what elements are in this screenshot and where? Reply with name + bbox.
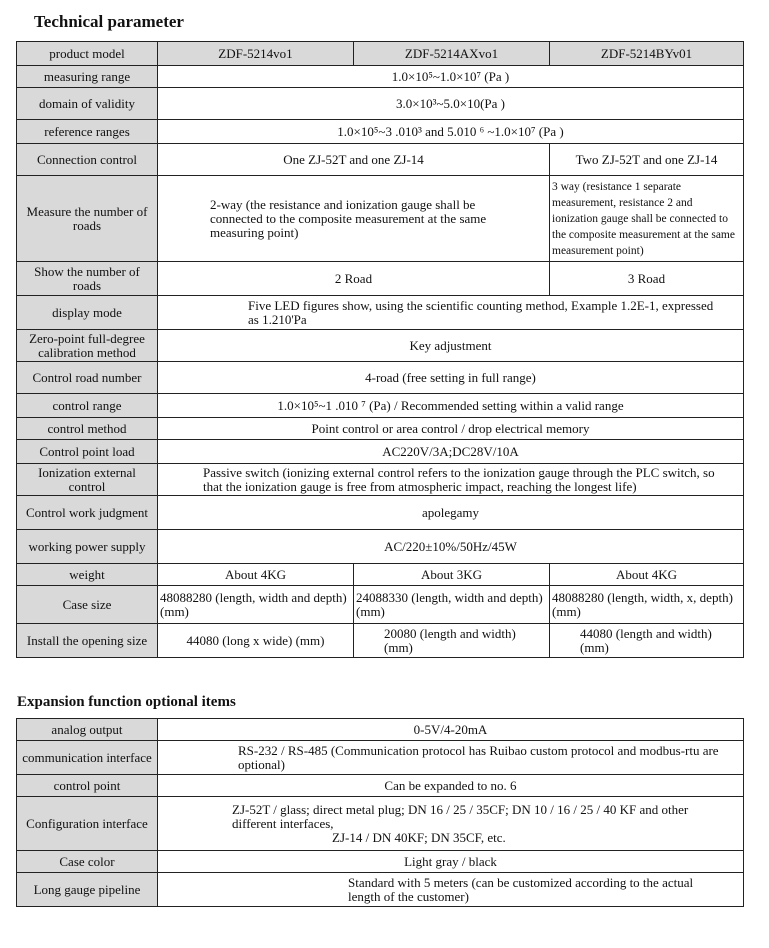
row-value: About 3KG [354,564,550,586]
table-row [17,176,744,262]
table-row [17,464,744,496]
table-row [17,330,744,362]
row-label: communication interface [17,741,158,775]
row-label: control range [17,394,158,418]
row-value: Key adjustment [158,330,744,362]
row-label: domain of validity [17,88,158,120]
row-label: Long gauge pipeline [17,873,158,907]
table-row [17,851,744,873]
row-value: 1.0×10⁵~1 .010 ⁷ (Pa) / Recommended setting within a valid range [158,394,744,418]
table-row [17,418,744,440]
row-value: Can be expanded to no. 6 [158,775,744,797]
table-row [17,296,744,330]
table-row [17,42,744,66]
table-row [17,719,744,741]
row-label: analog output [17,719,158,741]
row-value: 24088330 (length, width and depth) (mm) [354,586,550,624]
row-value: 3.0×10³~5.0×10(Pa ) [158,88,744,120]
row-value: 3 Road [550,262,744,296]
row-value: 44080 (long x wide) (mm) [158,624,354,658]
row-label: Control work judgment [17,496,158,530]
row-label: product model [17,42,158,66]
row-value: Five LED figures show, using the scientific counting method, Example 1.2E-1, expressed as 1.210'Pa [158,296,744,330]
row-value: Standard with 5 meters (can be customized according to the actual length of the customer) [158,873,744,907]
row-label: Show the number of roads [17,262,158,296]
row-label: Control point load [17,440,158,464]
row-label: control point [17,775,158,797]
row-value: 48088280 (length, width, x, depth) (mm) [550,586,744,624]
table-row [17,88,744,120]
technical-parameter-table [16,41,744,658]
table-row [17,564,744,586]
table-row [17,873,744,907]
row-label: working power supply [17,530,158,564]
row-value: About 4KG [550,564,744,586]
row-label: measuring range [17,66,158,88]
table-row [17,120,744,144]
row-label: Configuration interface [17,797,158,851]
row-value: About 4KG [158,564,354,586]
row-value: 2-way (the resistance and ionization gauge shall be connected to the composite measurement at the same measuring point) [158,176,550,262]
row-label: Measure the number of roads [17,176,158,262]
row-value: 20080 (length and width) (mm) [354,624,550,658]
table-row [17,797,744,851]
row-label: display mode [17,296,158,330]
row-value: AC220V/3A;DC28V/10A [158,440,744,464]
row-label: Ionization external control [17,464,158,496]
model-cell: ZDF-5214BYv01 [550,42,744,66]
row-label: Zero-point full-degree calibration method [17,330,158,362]
row-value: One ZJ-52T and one ZJ-14 [158,144,550,176]
model-cell: ZDF-5214AXvo1 [354,42,550,66]
table-row [17,440,744,464]
table-row [17,741,744,775]
section-title-technical: Technical parameter [34,12,184,31]
config-line-2: ZJ-14 / DN 40KF; DN 35CF, etc. [332,829,506,845]
row-value: 48088280 (length, width and depth) (mm) [158,586,354,624]
row-value: 4-road (free setting in full range) [158,362,744,394]
table-row [17,394,744,418]
row-label: Case color [17,851,158,873]
table-row [17,66,744,88]
row-value: apolegamy [158,496,744,530]
row-label: weight [17,564,158,586]
section-title-expansion: Expansion function optional items [17,694,236,710]
row-label: control method [17,418,158,440]
model-cell: ZDF-5214vo1 [158,42,354,66]
table-row [17,362,744,394]
row-value: 3 way (resistance 1 separate measurement, resistance 2 and ionization gauge shall be connected to the composite measurement at the same measurement point) [550,176,744,262]
row-value: Passive switch (ionizing external control refers to the ionization gauge through the PLC switch, so that the ionization gauge is free from atmospheric impact, reaching the longest life) [158,464,744,496]
table-row [17,586,744,624]
row-value: Light gray / black [158,851,744,873]
row-label: Case size [17,586,158,624]
table-row [17,496,744,530]
row-value: Two ZJ-52T and one ZJ-14 [550,144,744,176]
table-row [17,144,744,176]
table-row [17,624,744,658]
row-value: 2 Road [158,262,550,296]
row-label: reference ranges [17,120,158,144]
row-value: 1.0×10⁵~3 .010³ and 5.010 ⁶ ~1.0×10⁷ (Pa ) [158,120,744,144]
row-value: 1.0×10⁵~1.0×10⁷ (Pa ) [158,66,744,88]
table-row [17,262,744,296]
config-line-1: ZJ-52T / glass; direct metal plug; DN 16 / 25 / 35CF; DN 10 / 16 / 25 / 40 KF and other different interfaces, [232,801,689,831]
row-value: Point control or area control / drop electrical memory [158,418,744,440]
row-value [158,797,744,851]
row-label: Install the opening size [17,624,158,658]
row-value: AC/220±10%/50Hz/45W [158,530,744,564]
table-row [17,775,744,797]
expansion-options-table [16,718,744,907]
table-row [17,530,744,564]
row-value: RS-232 / RS-485 (Communication protocol has Ruibao custom protocol and modbus-rtu are optional) [158,741,744,775]
row-label: Control road number [17,362,158,394]
row-label: Connection control [17,144,158,176]
row-value: 44080 (length and width) (mm) [550,624,744,658]
row-value: 0-5V/4-20mA [158,719,744,741]
